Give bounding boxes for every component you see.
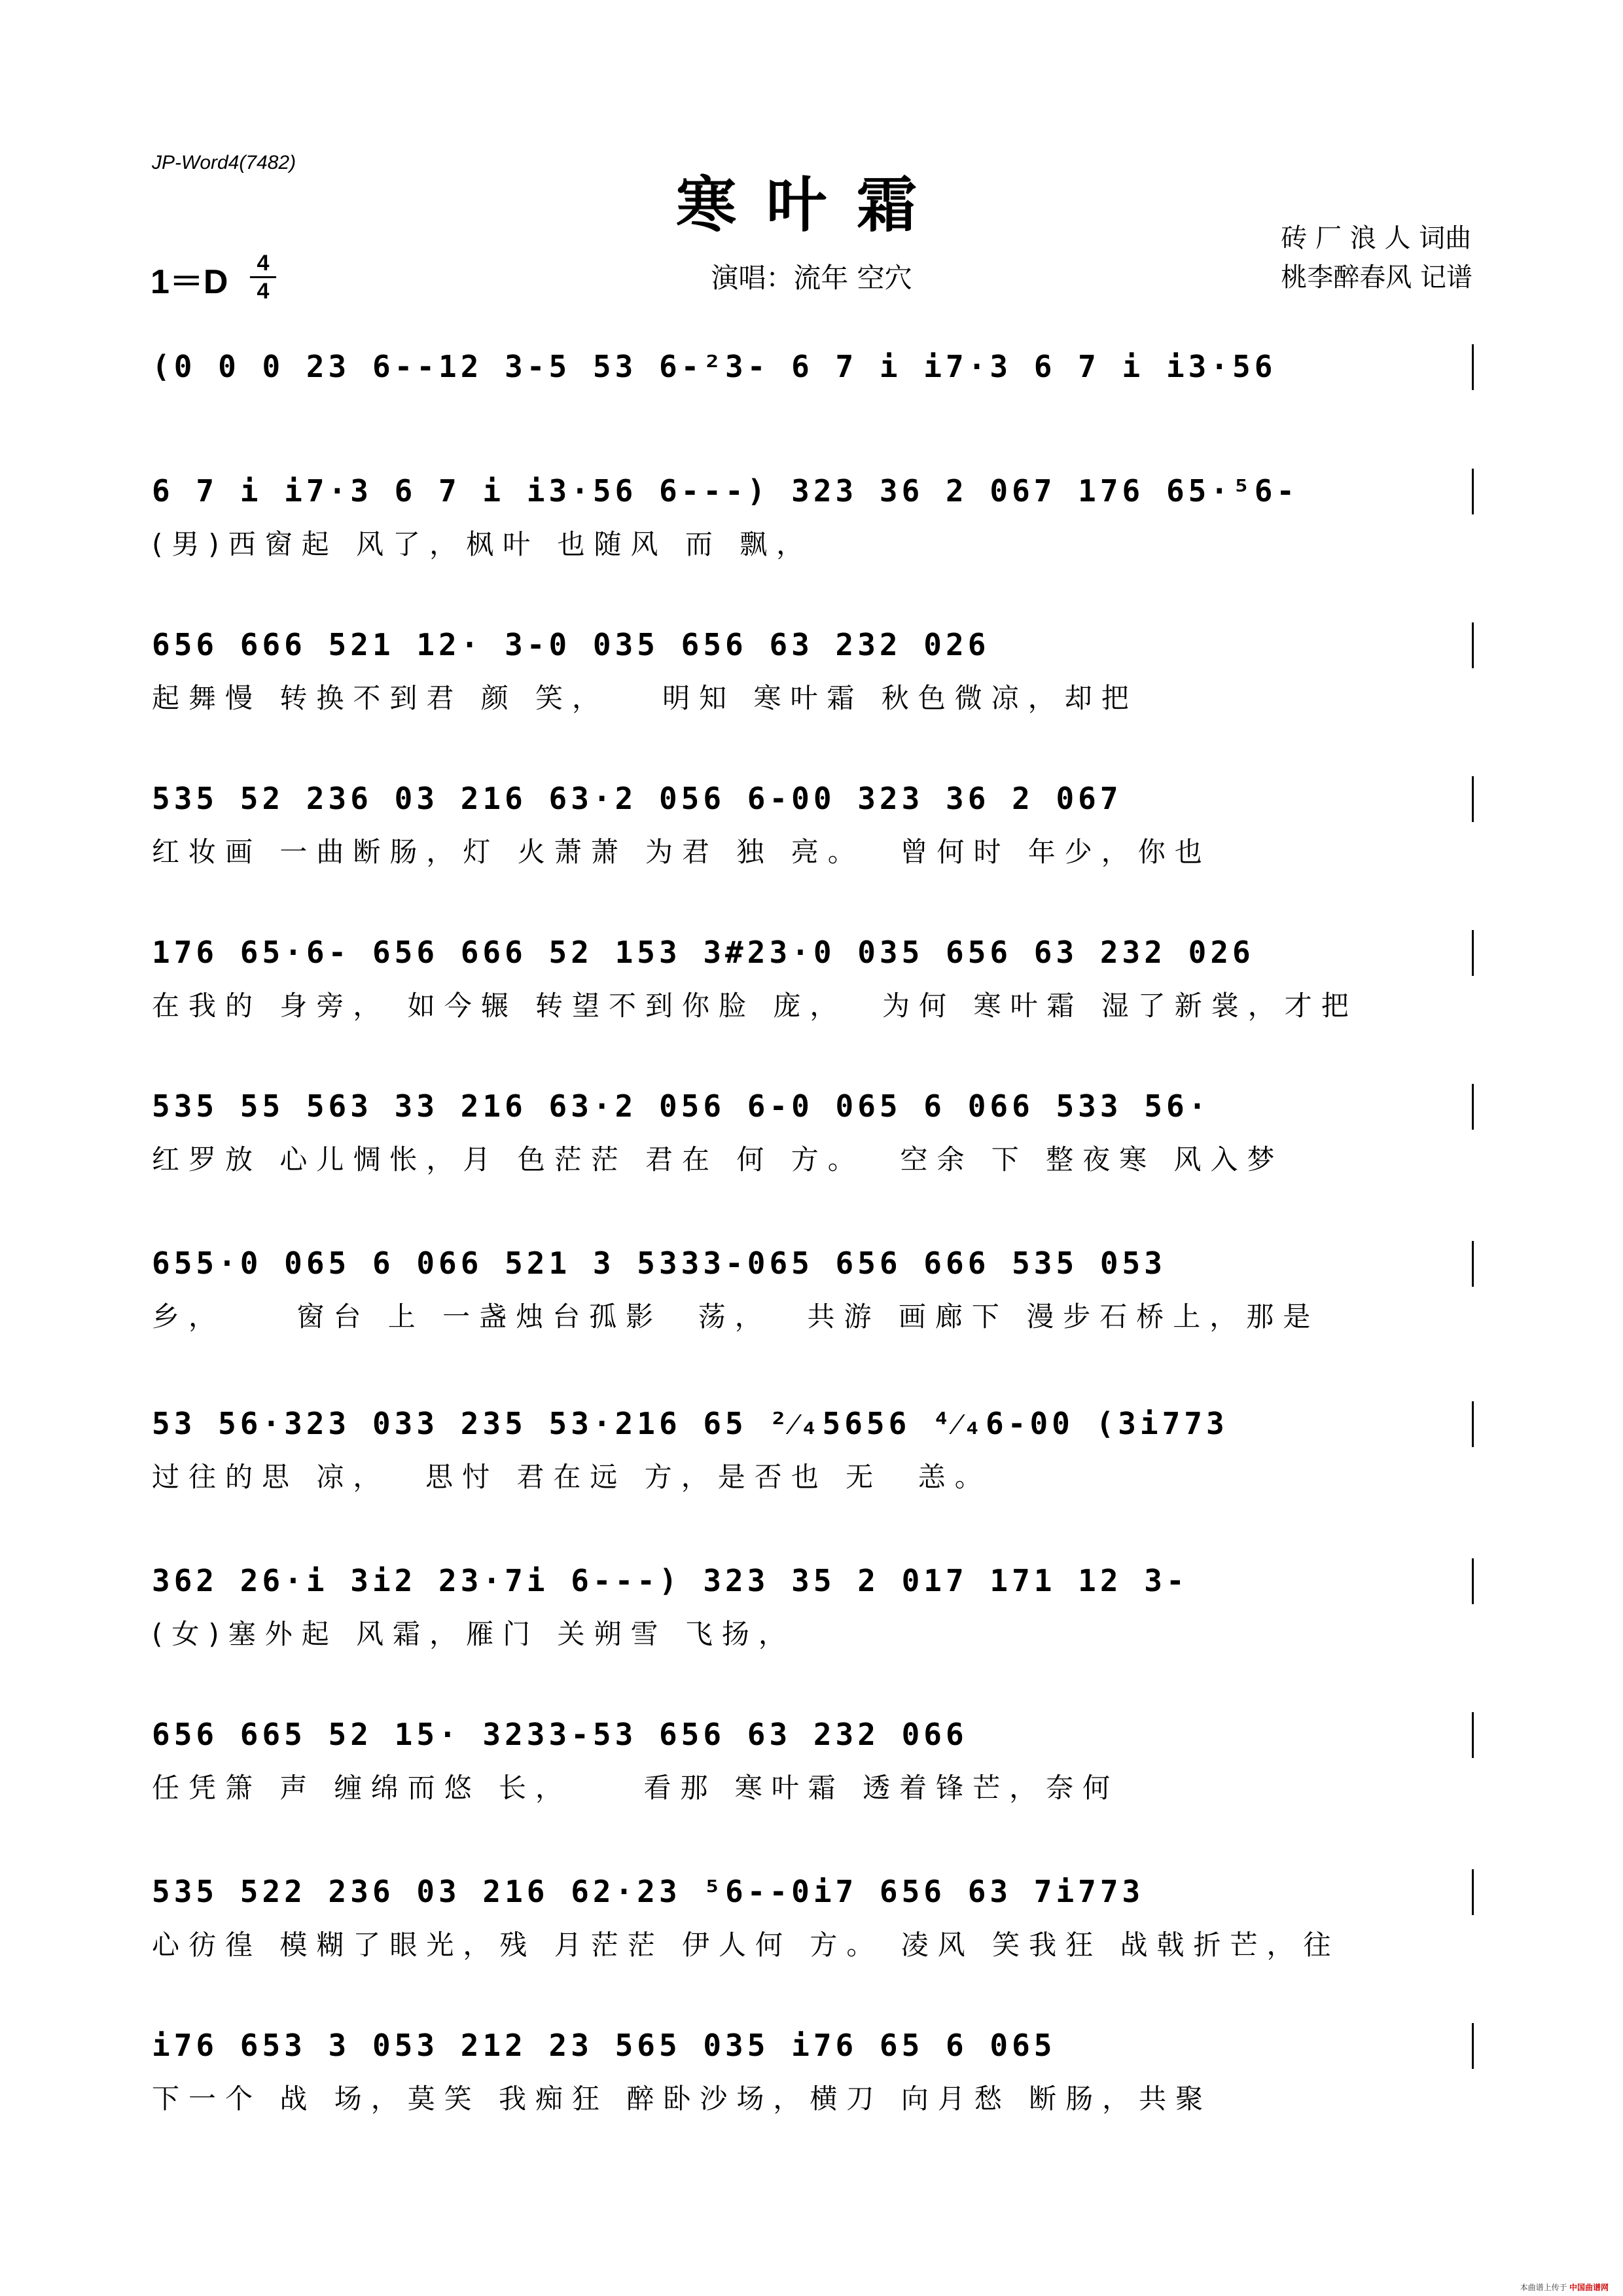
notes-line: (0 0 0 23 6--12 3-5 53 6-²3- 6 7 i i7·3 6 7 i i3·56 bbox=[152, 349, 1277, 384]
lyric-line: (男)西窗起 风了，枫叶 也随风 而 飘， bbox=[152, 528, 813, 560]
footer-watermark bbox=[1520, 2282, 1609, 2293]
lyric-line: (女)塞外起 风霜，雁门 关朔雪 飞扬， bbox=[152, 1618, 795, 1650]
software-label: JP-Word4(7482) bbox=[152, 152, 296, 173]
notes-line: 535 522 236 03 216 62·23 ⁵6--0i7 656 63 7i773 bbox=[152, 1874, 1145, 1909]
lyric-line: 在我的 身旁， 如今辗 转望不到你脸 庞， 为何 寒叶霜 湿了新裳，才把 bbox=[152, 990, 1358, 1022]
notes-line: 53 56·323 033 235 53·216 65 ²⁄₄5656 ⁴⁄₄6-00 (3i773 bbox=[152, 1406, 1228, 1441]
time-bottom: 4 bbox=[257, 279, 270, 304]
lyric-line: 起舞慢 转换不到君 颜 笑， 明知 寒叶霜 秋色微凉，却把 bbox=[152, 682, 1138, 714]
footer-text: 本曲谱上传于 bbox=[1520, 2283, 1567, 2292]
time-top: 4 bbox=[257, 251, 270, 276]
notes-line: 6 7 i i7·3 6 7 i i3·56 6---) 323 36 2 067 176 65·⁵6- bbox=[152, 473, 1299, 509]
notes-line: 535 55 563 33 216 63·2 056 6-0 065 6 066 533 56· bbox=[152, 1088, 1211, 1124]
lyric-line: 红罗放 心儿惆怅，月 色茫茫 君在 何 方。 空余 下 整夜寒 风入梦 bbox=[152, 1143, 1284, 1175]
singer-credit: 演唱：流年 空穴 bbox=[711, 262, 912, 294]
song-title: 寒叶霜 bbox=[675, 170, 947, 240]
lyricist-credit: 砖 厂 浪 人 词曲 bbox=[1281, 223, 1472, 253]
lyric-line: 过往的思 凉， 思忖 君在远 方，是否也 无 恙。 bbox=[152, 1461, 991, 1493]
notes-line: 655·0 065 6 066 521 3 5333-065 656 666 535 053 bbox=[152, 1246, 1166, 1281]
site-logo: 中国曲谱网 bbox=[1569, 2283, 1609, 2292]
notes-line: 362 26·i 3i2 23·7i 6---) 323 35 2 017 171 12 3- bbox=[152, 1563, 1188, 1598]
notes-line: 656 665 52 15· 3233-53 656 63 232 066 bbox=[152, 1717, 968, 1752]
lyric-line: 任凭箫 声 缠绵而悠 长， 看那 寒叶霜 透着锋芒，奈何 bbox=[152, 1772, 1120, 1804]
key-signature: 1＝D bbox=[151, 263, 228, 301]
notes-line: 176 65·6- 656 666 52 153 3#23·0 035 656 63 232 026 bbox=[152, 935, 1255, 970]
lyric-line: 红妆画 一曲断肠，灯 火萧萧 为君 独 亮。 曾何时 年少，你也 bbox=[152, 836, 1211, 868]
notes-line: 535 52 236 03 216 63·2 056 6-00 323 36 2 067 bbox=[152, 781, 1122, 816]
lyric-line: 下一个 战 场，莫笑 我痴狂 醉卧沙场，横刀 向月愁 断肠，共聚 bbox=[152, 2083, 1213, 2115]
notes-line: 656 666 521 12· 3-0 035 656 63 232 026 bbox=[152, 627, 990, 662]
lyric-line: 乡， 窗台 上 一盏烛台孤影 荡， 共游 画廊下 漫步石桥上，那是 bbox=[152, 1300, 1320, 1333]
credits-block bbox=[1281, 219, 1472, 297]
lyric-line: 心彷徨 模糊了眼光，残 月茫茫 伊人何 方。 凌风 笑我狂 战戟折芒，往 bbox=[152, 1929, 1340, 1961]
transcriber-credit: 桃李醉春风 记谱 bbox=[1281, 262, 1472, 293]
notes-line: i76 653 3 053 212 23 565 035 i76 65 6 065 bbox=[152, 2028, 1056, 2063]
